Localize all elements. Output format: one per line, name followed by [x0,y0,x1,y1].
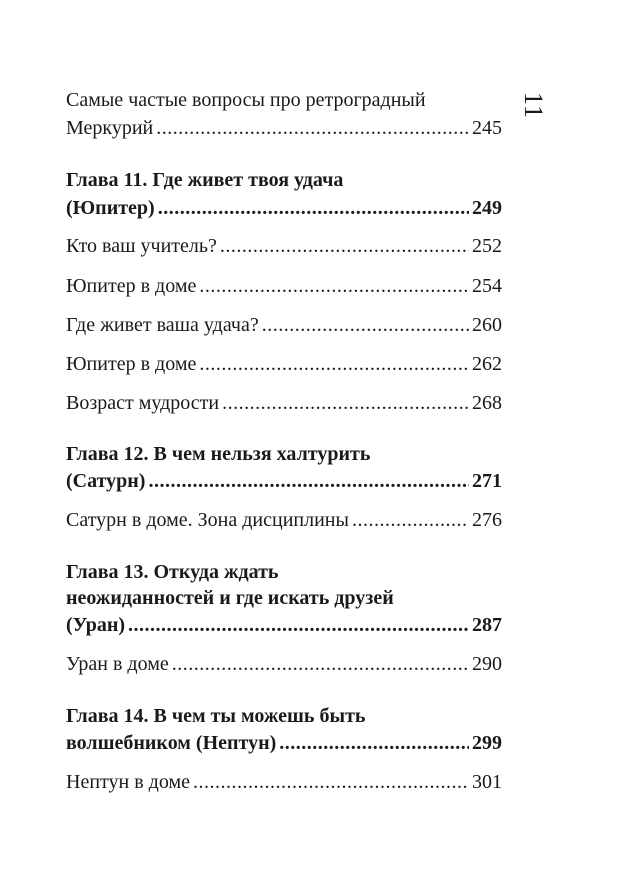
toc-entry-page: 276 [472,509,502,531]
toc-chapter-title: (Уран) [66,614,126,636]
toc-entry-line [66,506,502,534]
toc-entry-page: 290 [472,653,502,675]
toc-chapter-title: Глава 13. Откуда ждать [66,561,279,583]
dot-leader [279,729,469,757]
dot-leader [148,467,469,495]
toc-entry-line [66,114,502,142]
toc-entry-line [66,86,502,114]
toc-chapter-line [66,166,502,194]
toc-chapter-line [66,611,502,639]
toc-entry-page: 260 [472,314,502,336]
dot-leader [172,650,469,678]
toc-entry-title: Кто ваш учитель? [66,235,217,257]
toc-entry-page: 262 [472,353,502,375]
toc-chapter-title: (Сатурн) [66,470,146,492]
toc-entry-page: 268 [472,392,502,414]
toc-chapter-title: (Юпитер) [66,197,155,219]
toc-entry-title: Уран в доме [66,653,169,675]
toc-chapter-page: 299 [472,732,502,754]
toc-entry-page: 254 [472,275,502,297]
toc-entry-line [66,389,502,417]
toc-entry-title: Где живет ваша удача? [66,314,259,336]
dot-leader [220,232,469,260]
toc-chapter-title: Глава 14. В чем ты можешь быть [66,705,366,727]
toc-chapter-page: 271 [472,470,502,492]
toc-chapter-title: Глава 11. Где живет твоя удача [66,169,344,191]
toc-entry-page: 301 [472,771,502,793]
toc-entry-title: Юпитер в доме [66,353,197,375]
toc-chapter-line [66,584,502,612]
toc-chapter-page: 287 [472,614,502,636]
toc-entry-title: Меркурий [66,117,154,139]
dot-leader [128,611,469,639]
toc-chapter-title: волшебником (Нептун) [66,732,277,754]
toc-chapter-line [66,558,502,586]
toc-entry-page: 245 [472,117,502,139]
toc-chapter-title: Глава 12. В чем нельзя халтурить [66,443,371,465]
toc-chapter-line [66,729,502,757]
toc-chapter-title: неожиданностей и где искать друзей [66,587,394,609]
dot-leader [193,768,469,796]
toc-entry-title: Самые частые вопросы про ретроградный [66,89,426,111]
toc-entry-title: Возраст мудрости [66,392,220,414]
dot-leader [352,506,469,534]
toc-entry-page: 252 [472,235,502,257]
toc-chapter-line [66,194,502,222]
toc-chapter-line [66,467,502,495]
dot-leader [222,389,469,417]
toc-entry-line [66,272,502,300]
toc-entry-title: Нептун в доме [66,771,190,793]
dot-leader [199,350,469,378]
dot-leader [156,114,469,142]
dot-leader [158,194,469,222]
page-number: 11 [519,92,548,120]
toc-entry-line [66,650,502,678]
toc-entry-title: Сатурн в доме. Зона дисциплины [66,509,349,531]
dot-leader [262,311,469,339]
toc-entry-line [66,350,502,378]
toc-entry-line [66,768,502,796]
toc-chapter-page: 249 [472,197,502,219]
toc-entry-title: Юпитер в доме [66,275,197,297]
toc-entry-line [66,232,502,260]
dot-leader [199,272,469,300]
toc-chapter-line [66,440,502,468]
toc-chapter-line [66,702,502,730]
toc-entry-line [66,311,502,339]
